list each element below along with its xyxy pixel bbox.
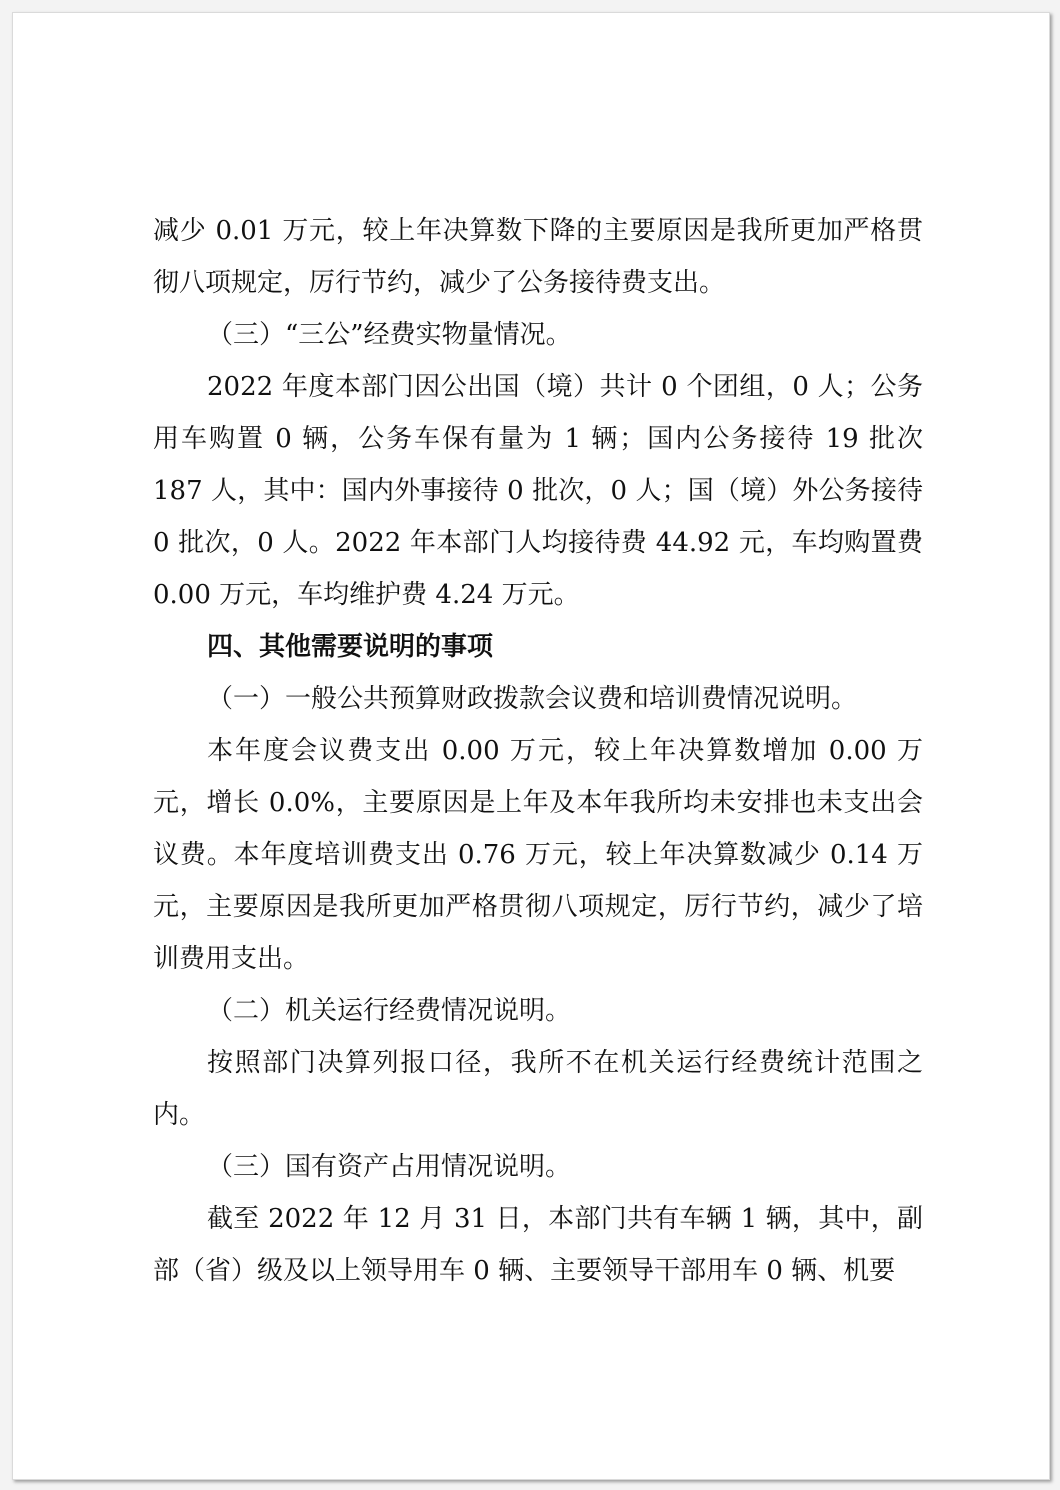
- subheading-operating-expenses: （二）机关运行经费情况说明。: [207, 996, 572, 1026]
- paragraph-continuation: 减少 0.01 万元，较上年决算数下降的主要原因是我所更加严格贯彻八项规定，厉行节约，减少了公务接待费支出。: [153, 216, 923, 298]
- paragraph-sangong-details: 2022 年度本部门因公出国（境）共计 0 个团组，0 人；公务用车购置 0 辆，公务车保有量为 1 辆；国内公务接待 19 批次 187 人，其中：国内外事接待 0 批次，0 人；国（境）外公务接待 0 批次，0 人。2022 年本部门人均接待费 44.92 元，车均购置费 0.00 万元，车均维护费 4.24 万元。: [153, 372, 923, 610]
- document-page: [12, 12, 1050, 1480]
- document-body: [153, 205, 923, 1297]
- subheading-sangong-physical: （三）“三公”经费实物量情况。: [207, 320, 572, 350]
- subheading-state-assets: （三）国有资产占用情况说明。: [207, 1152, 572, 1182]
- paragraph-meeting-training: 本年度会议费支出 0.00 万元，较上年决算数增加 0.00 万元，增长 0.0%，主要原因是上年及本年我所均未安排也未支出会议费。本年度培训费支出 0.76 万元，较上年决算数减少 0.14 万元，主要原因是我所更加严格贯彻八项规定，厉行节约，减少了培训费用支出。: [153, 736, 923, 974]
- subheading-meeting-training: （一）一般公共预算财政拨款会议费和培训费情况说明。: [207, 684, 858, 714]
- paragraph-operating-expenses: 按照部门决算列报口径，我所不在机关运行经费统计范围之内。: [153, 1048, 923, 1130]
- paragraph-state-assets: 截至 2022 年 12 月 31 日，本部门共有车辆 1 辆，其中，副部（省）级及以上领导用车 0 辆、主要领导干部用车 0 辆、机要: [153, 1204, 923, 1286]
- section-heading-other-matters: 四、其他需要说明的事项: [207, 632, 494, 662]
